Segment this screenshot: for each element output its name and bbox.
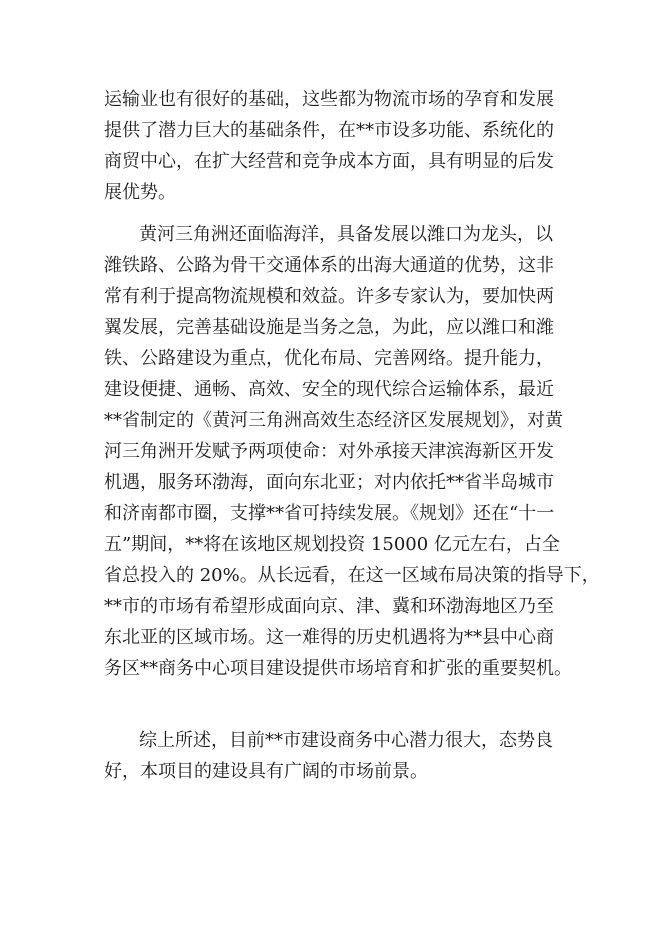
text-line: 河三角洲开发赋予两项使命：对外承接天津滨海新区开发 [104,441,554,462]
text-line: 机遇，服务环渤海，面向东北亚；对内依托**省半岛城市 [104,472,554,493]
text-line: 翼发展，完善基础设施是当务之急，为此，应以潍口和潍 [104,317,554,338]
text-line: 和济南都市圈，支撑**省可持续发展。《规划》还在“十一 [104,503,555,524]
text-line: 五”期间，**将在该地区规划投资 15000 亿元左右，占全 [104,534,560,555]
text-line: 务区**商务中心项目建设提供市场培育和扩张的重要契机。 [104,658,572,679]
text-line: 铁、公路建设为重点，优化布局、完善网络。提升能力， [104,348,554,369]
text-line: 展优势。 [104,182,176,203]
text-line: 提供了潜力巨大的基础条件，在**市设多功能、系统化的 [104,120,554,141]
text-line: 省总投入的 20%。从长远看，在这一区域布局决策的指导下， [104,565,600,586]
text-line: 常有利于提高物流规模和效益。许多专家认为，要加快两 [104,286,554,307]
text-line: 综上所述，目前**市建设商务中心潜力很大，态势良 [139,730,553,751]
text-line: **市的市场有希望形成面向京、津、冀和环渤海地区乃至 [104,596,554,617]
text-line: 潍铁路、公路为骨干交通体系的出海大通道的优势，这非 [104,255,554,276]
text-line: 建设便捷、通畅、高效、安全的现代综合运输体系，最近 [104,379,554,400]
text-line: **省制定的《黄河三角洲高效生态经济区发展规划》，对黄 [104,410,563,431]
text-line: 好，本项目的建设具有广阔的市场前景。 [104,761,428,782]
text-line: 黄河三角洲还面临海洋，具备发展以潍口为龙头，以 [139,224,553,245]
text-line: 商贸中心，在扩大经营和竞争成本方面，具有明显的后发 [104,151,554,172]
text-line: 运输业也有很好的基础，这些都为物流市场的孕育和发展 [104,89,554,110]
text-line: 东北亚的区域市场。这一难得的历史机遇将为**县中心商 [104,627,554,648]
